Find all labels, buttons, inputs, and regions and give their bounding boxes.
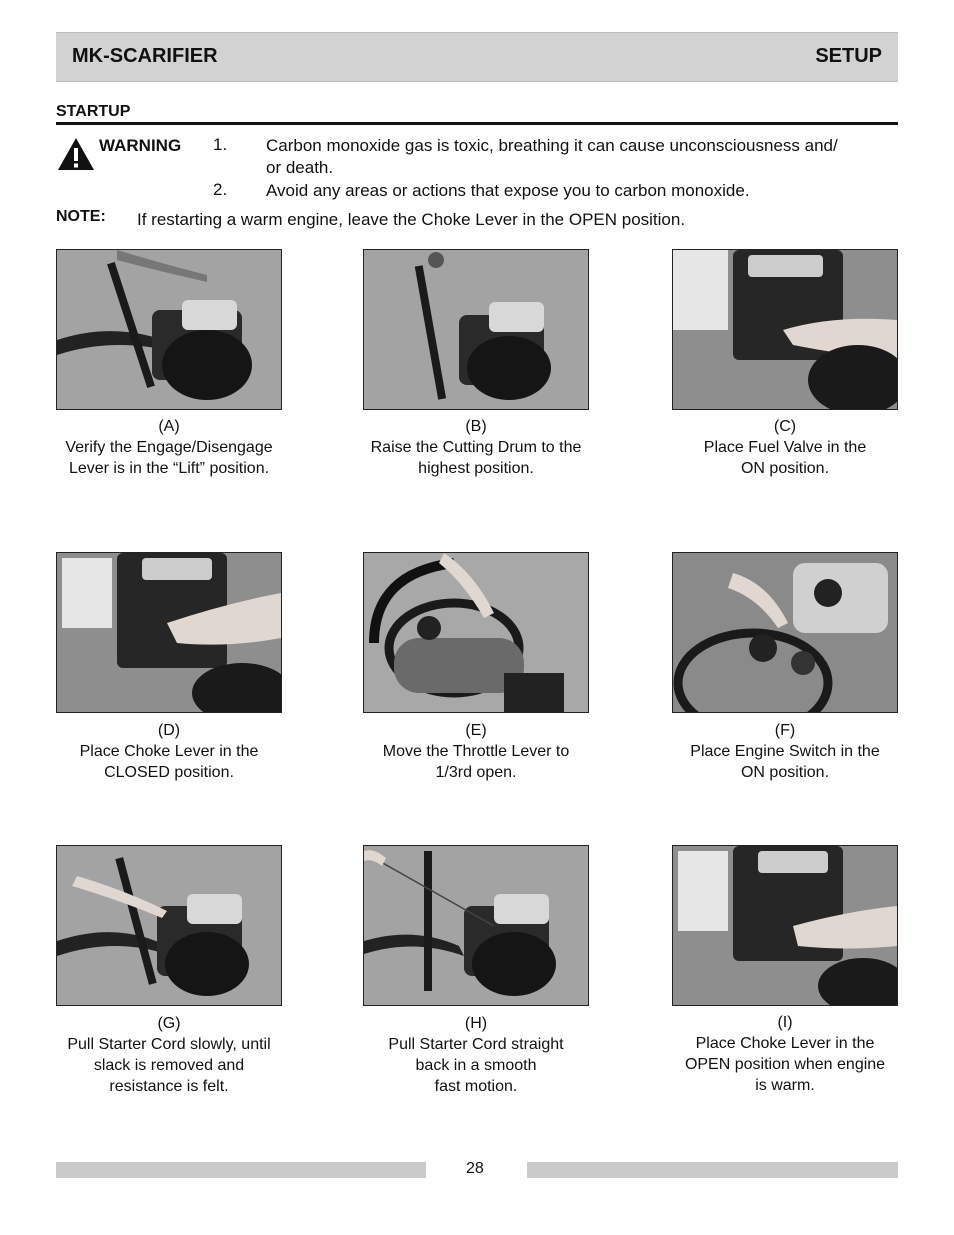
footer-bar-left: [56, 1162, 426, 1178]
step-text-line: Place Fuel Valve in the: [703, 439, 867, 456]
warning-item-number: 2.: [213, 180, 228, 199]
step-label: (G): [157, 1015, 181, 1032]
step-label: (I): [777, 1014, 793, 1031]
section-divider: [56, 122, 898, 125]
step-label: (B): [465, 418, 487, 435]
footer-bar-right: [527, 1162, 898, 1178]
step-text-line: OPEN position when engine: [684, 1056, 886, 1073]
step-text-line: back in a smooth: [415, 1057, 537, 1074]
step-text-line: CLOSED position.: [104, 764, 234, 781]
step-text-line: fast motion.: [434, 1078, 518, 1095]
step-label: (F): [774, 722, 796, 739]
step-text-line: Move the Throttle Lever to: [382, 743, 570, 760]
photo-step-g: [56, 845, 282, 1006]
warning-item-number: 1.: [213, 135, 228, 154]
photo-step-d: [56, 552, 282, 713]
photo-step-i: [672, 845, 898, 1006]
note-label: NOTE:: [56, 208, 106, 225]
caption-step-b: [356, 416, 596, 479]
warning-item-line: or death.: [266, 158, 334, 177]
warning-item-line: Avoid any areas or actions that expose you to carbon monoxide.: [266, 181, 750, 200]
caption-step-e: [356, 720, 596, 783]
photo-step-f: [672, 552, 898, 713]
photo-step-a: [56, 249, 282, 410]
photo-step-c: [672, 249, 898, 410]
step-label: (C): [773, 418, 797, 435]
caption-step-g: [49, 1013, 289, 1097]
page-header: [56, 32, 898, 82]
step-text-line: resistance is felt.: [109, 1078, 229, 1095]
step-label: (E): [465, 722, 487, 739]
step-text-line: Pull Starter Cord straight: [388, 1036, 564, 1053]
note-text: If restarting a warm engine, leave the Choke Lever in the OPEN position.: [137, 210, 686, 229]
warning-label: WARNING: [99, 136, 182, 155]
caption-step-d: [49, 720, 289, 783]
step-text-line: Verify the Engage/Disengage: [65, 439, 273, 456]
step-label: (H): [464, 1015, 488, 1032]
page-number: 28: [466, 1160, 484, 1177]
step-text-line: 1/3rd open.: [435, 764, 517, 781]
caption-step-i: [665, 1012, 905, 1096]
caption-step-f: [665, 720, 905, 783]
step-text-line: Pull Starter Cord slowly, until: [67, 1036, 271, 1053]
step-text-line: ON position.: [740, 764, 830, 781]
caption-step-a: [49, 416, 289, 479]
step-text-line: ON position.: [740, 460, 830, 477]
warning-triangle-icon: [57, 137, 95, 171]
step-text-line: Raise the Cutting Drum to the: [370, 439, 582, 456]
warning-item-text: [266, 135, 898, 179]
warning-item-line: Carbon monoxide gas is toxic, breathing it can cause unconsciousness and/: [266, 136, 838, 155]
manual-title: MK-SCARIFIER: [72, 45, 218, 67]
caption-step-c: [665, 416, 905, 479]
warning-item-text: [266, 180, 898, 202]
photo-step-h: [363, 845, 589, 1006]
step-label: (A): [158, 418, 180, 435]
step-label: (D): [157, 722, 181, 739]
step-text-line: is warm.: [755, 1077, 815, 1094]
step-text-line: highest position.: [418, 460, 534, 477]
step-text-line: Place Choke Lever in the: [79, 743, 259, 760]
photo-step-e: [363, 552, 589, 713]
step-text-line: Lever is in the “Lift” position.: [68, 460, 270, 477]
caption-step-h: [356, 1013, 596, 1097]
step-text-line: slack is removed and: [93, 1057, 245, 1074]
step-text-line: Place Choke Lever in the: [695, 1035, 875, 1052]
step-text-line: Place Engine Switch in the: [690, 743, 880, 760]
photo-step-b: [363, 249, 589, 410]
chapter-title: SETUP: [815, 45, 882, 67]
section-title: STARTUP: [56, 103, 131, 120]
